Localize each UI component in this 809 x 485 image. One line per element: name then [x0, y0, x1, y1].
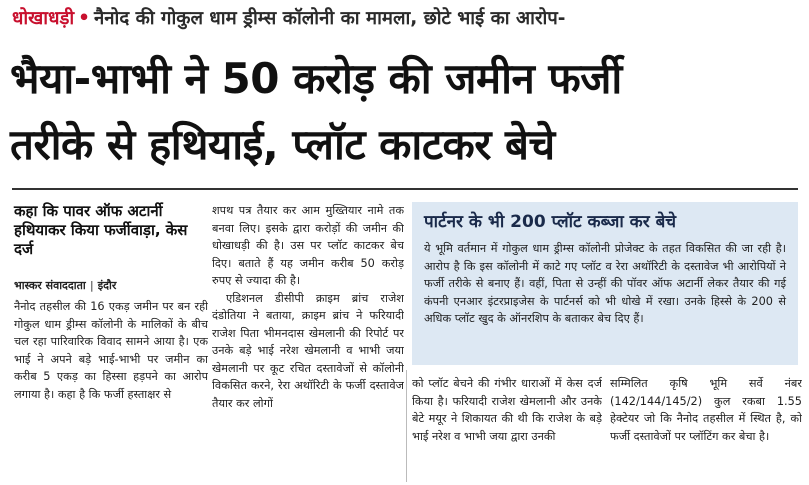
byline-separator: | [89, 279, 94, 292]
headline-line-2: तरीके से हथियाई, प्लॉट काटकर बेचे [10, 120, 555, 169]
paragraph: सम्मिलित कृषि भूमि सर्वे नंबर (142/144/145/2) कुल रकबा 1.55 हेक्टेयर जो कि नैनोद तहसील में स्थित है, को फर्जी दस्तावेजों पर प्लॉटिंग कर बेचा है। [610, 377, 802, 443]
article-column-2 [212, 202, 404, 482]
headline [10, 46, 800, 178]
subheadline: कहा कि पावर ऑफ अटार्नी हथियाकर किया फर्जीवाड़ा, केस दर्ज [14, 202, 188, 258]
byline-reporter: भास्कर संवाददाता [14, 279, 86, 292]
column-divider [406, 370, 407, 482]
byline [14, 278, 210, 293]
sidebar-box-title: पार्टनर के भी 200 प्लॉट कब्जा कर बेचे [424, 212, 677, 232]
kicker-line [12, 6, 802, 32]
kicker-tag: धोखाधड़ी [12, 8, 75, 29]
paragraph: शपथ पत्र तैयार कर आम मुख्तियार नामे तक बनवा लिए। इसके द्वारा करोड़ों की जमीन की धोखाधड़ी की है। उस पर प्लॉट काटकर बेच दिए। बताते हैं यह जमीन करीब 50 करोड़ रुपए से ज्यादा की है। [212, 204, 404, 287]
sidebar-box-text: ये भूमि वर्तमान में गोकुल धाम ड्रीम्स कॉलोनी प्रोजेक्ट के तहत विकसित की जा रही है। आरोप है कि इस कॉलोनी में काटे गए प्लॉट व रेरा अथॉरिटी के दस्तावेज भी आरोपियों ने फर्जी तरीके से बनाए हैं। वहीं, पिता से उन्हीं की पॉवर ऑफ अटार्नी लेकर तैयार की गई कंपनी एनआर इंटरप्राइजेस के पार्टनर्स को भी धोखे में रखा। उनके हिस्से के 200 से अधिक प्लॉट खुद के ऑनरशिप के बताकर बेच दिए हैं। [424, 242, 786, 325]
article-column-1 [14, 298, 208, 478]
divider [12, 188, 798, 190]
bullet-icon: • [78, 8, 90, 29]
paragraph: नैनोद तहसील की 16 एकड़ जमीन पर बन रही गोकुल धाम ड्रीम्स कॉलोनी के मालिकों के बीच चल रहा पारिवारिक विवाद सामने आया है। एक भाई ने अपने बड़े भाई-भाभी पर जमीन का करीब 5 एकड़ का हिस्सा हड़पने का आरोप लगाया है। कहा है कि फर्जी हस्ताक्षर से [14, 300, 208, 401]
article-column-4 [610, 375, 802, 481]
paragraph: को प्लॉट बेचने की गंभीर धाराओं में केस दर्ज किया है। फरियादी राजेश खेमलानी और उनके बेटे मयूर ने शिकायत की थी कि राजेश के बड़े भाई नरेश व भाभी जया द्वारा उनकी [412, 377, 602, 443]
headline-line-1: भैया-भाभी ने 50 करोड़ की जमीन फर्जी [10, 54, 622, 103]
paragraph: एडिशनल डीसीपी क्राइम ब्रांच राजेश दंडोतिया ने बताया, क्राइम ब्रांच ने फरियादी राजेश पिता भीमनदास खेमलानी की रिपोर्ट पर उनके बड़े भाई नरेश खेमलानी व भाभी जया खेमलानी पर कूट रचित दस्तावेजों से कॉलोनी विकसित करने, रेरा अथॉरिटी के फर्जी दस्तावेज तैयार कर लोगों [212, 291, 404, 410]
byline-city: इंदौर [97, 279, 117, 292]
sidebar-box [412, 202, 798, 365]
article-column-3 [412, 375, 602, 481]
kicker-text: नैनोद की गोकुल धाम ड्रीम्स कॉलोनी का मामला, छोटे भाई का आरोप- [94, 8, 566, 29]
